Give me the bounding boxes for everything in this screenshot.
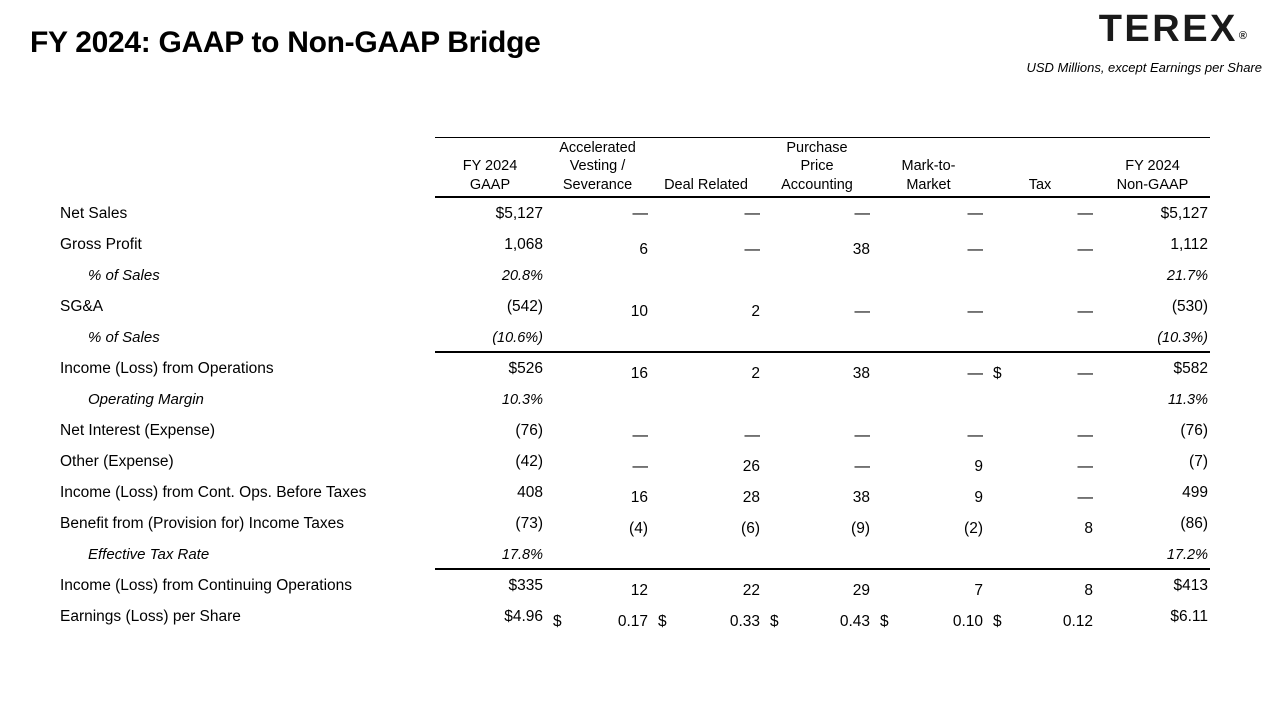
row-label: Effective Tax Rate	[88, 546, 210, 563]
data-cell	[1095, 298, 1210, 316]
column-header-fy2024-non-gaap: FY 2024 Non-GAAP	[1116, 158, 1189, 193]
cell-value: 17.8%	[501, 546, 543, 563]
cell-value: —	[967, 364, 983, 382]
cell-value: 17.2%	[1166, 546, 1208, 563]
cell-value: 0.12	[1062, 612, 1093, 630]
data-cell	[985, 241, 1095, 259]
column-header-accelerated-vesting-severance: Accelerated Vesting / Severance	[559, 139, 636, 193]
table-row	[60, 384, 1210, 415]
cell-value: 0.43	[839, 612, 870, 630]
cell-value: 10	[630, 302, 648, 320]
data-cell	[435, 236, 545, 254]
cell-value: —	[854, 302, 870, 320]
cell-value: $335	[508, 576, 543, 594]
cell-value: 9	[974, 488, 983, 506]
data-cell	[1095, 608, 1210, 626]
row-label: Earnings (Loss) per Share	[60, 607, 241, 625]
data-cell	[545, 613, 650, 631]
data-cell	[435, 547, 545, 563]
data-cell	[545, 520, 650, 538]
cell-value: —	[967, 302, 983, 320]
data-cell	[650, 489, 762, 507]
table-rule-top	[435, 137, 1210, 138]
cell-value: 0.10	[952, 612, 983, 630]
units-note: USD Millions, except Earnings per Share	[1026, 60, 1262, 75]
data-cell	[762, 582, 872, 600]
data-cell	[650, 427, 762, 445]
cell-value: 29	[852, 581, 870, 599]
data-cell	[985, 613, 1095, 631]
cell-value: 16	[630, 364, 648, 382]
data-cell	[985, 520, 1095, 538]
cell-value: 21.7%	[1166, 267, 1208, 284]
cell-value: 499	[1182, 483, 1208, 501]
data-cell	[435, 268, 545, 284]
cell-value: —	[1077, 488, 1093, 506]
data-cell	[650, 365, 762, 383]
cell-value: 8	[1084, 581, 1093, 599]
table-row	[60, 446, 1210, 477]
row-label: Net Sales	[60, 204, 128, 222]
cell-value: $582	[1173, 359, 1208, 377]
data-cell	[872, 241, 985, 259]
cell-value: (530)	[1171, 297, 1208, 315]
cell-value: (73)	[515, 514, 543, 532]
cell-value: 8	[1084, 519, 1093, 537]
data-cell	[435, 422, 545, 440]
data-cell	[1095, 484, 1210, 502]
cell-value: (10.6%)	[492, 329, 543, 346]
data-cell	[1095, 330, 1210, 346]
cell-value: 28	[742, 488, 760, 506]
currency-prefix: $	[553, 612, 562, 630]
data-cell	[650, 520, 762, 538]
data-cell	[435, 453, 545, 471]
cell-value: —	[1077, 302, 1093, 320]
data-cell	[435, 484, 545, 502]
page-title: FY 2024: GAAP to Non-GAAP Bridge	[30, 26, 541, 59]
cell-value: $4.96	[504, 607, 543, 625]
data-cell	[985, 458, 1095, 476]
cell-value: —	[854, 204, 870, 222]
data-cell	[1095, 392, 1210, 408]
currency-prefix: $	[658, 612, 667, 630]
row-label: Income (Loss) from Continuing Operations	[60, 576, 353, 594]
cell-value: 0.33	[729, 612, 760, 630]
cell-value: 20.8%	[501, 267, 543, 284]
data-cell	[762, 303, 872, 321]
cell-value: 0.17	[617, 612, 648, 630]
cell-value: —	[632, 457, 648, 475]
data-cell	[650, 241, 762, 259]
cell-value: —	[632, 204, 648, 222]
data-cell	[650, 205, 762, 223]
cell-value: —	[744, 204, 760, 222]
cell-value: $5,127	[1160, 204, 1208, 222]
brand-logo-block	[1099, 10, 1246, 57]
cell-value: 16	[630, 488, 648, 506]
cell-value: 10.3%	[501, 391, 543, 408]
cell-value: (10.3%)	[1157, 329, 1208, 346]
data-cell	[1095, 205, 1210, 223]
data-cell	[545, 241, 650, 259]
data-cell	[872, 205, 985, 223]
data-cell	[985, 205, 1095, 223]
column-header-tax: Tax	[1028, 176, 1052, 193]
cell-value: (9)	[851, 519, 870, 537]
cell-value: —	[1077, 426, 1093, 444]
cell-value: $5,127	[495, 204, 543, 222]
cell-value: (76)	[515, 421, 543, 439]
row-label: Net Interest (Expense)	[60, 421, 216, 439]
data-cell	[872, 489, 985, 507]
data-cell	[872, 365, 985, 383]
table-row	[60, 260, 1210, 291]
table-row	[60, 353, 1210, 384]
data-cell	[435, 577, 545, 595]
data-cell	[435, 298, 545, 316]
row-label: Other (Expense)	[60, 452, 174, 470]
data-cell	[545, 489, 650, 507]
data-cell	[435, 515, 545, 533]
cell-value: 11.3%	[1167, 391, 1208, 408]
currency-prefix: $	[770, 612, 779, 630]
data-cell	[762, 489, 872, 507]
terex-logo-text: TEREX	[1098, 8, 1238, 50]
cell-value: 38	[852, 488, 870, 506]
data-cell	[545, 582, 650, 600]
registered-trademark-icon: ®	[1238, 30, 1247, 42]
cell-value: (7)	[1189, 452, 1208, 470]
row-label: SG&A	[60, 297, 104, 315]
data-cell	[872, 303, 985, 321]
cell-value: (6)	[741, 519, 760, 537]
row-label: Income (Loss) from Cont. Ops. Before Taxes	[60, 483, 367, 501]
data-cell	[435, 608, 545, 626]
data-cell	[985, 489, 1095, 507]
cell-value: 1,112	[1170, 235, 1208, 253]
data-cell	[650, 458, 762, 476]
data-cell	[435, 360, 545, 378]
cell-value: 9	[974, 457, 983, 475]
column-header-deal-related: Deal Related	[664, 176, 748, 193]
data-cell	[650, 613, 762, 631]
data-cell	[762, 241, 872, 259]
data-cell	[435, 330, 545, 346]
cell-value: (76)	[1180, 421, 1208, 439]
data-cell	[872, 458, 985, 476]
table-body	[60, 198, 1210, 632]
cell-value: 22	[742, 581, 760, 599]
row-label: Income (Loss) from Operations	[60, 359, 274, 377]
data-cell	[650, 582, 762, 600]
data-cell	[545, 205, 650, 223]
data-cell	[762, 365, 872, 383]
data-cell	[435, 205, 545, 223]
row-label: Benefit from (Provision for) Income Taxes	[60, 514, 344, 532]
data-cell	[1095, 360, 1210, 378]
data-cell	[1095, 236, 1210, 254]
cell-value: —	[967, 204, 983, 222]
data-cell	[1095, 547, 1210, 563]
cell-value: —	[967, 240, 983, 258]
table-row	[60, 229, 1210, 260]
cell-value: —	[744, 240, 760, 258]
data-cell	[762, 520, 872, 538]
cell-value: 7	[974, 581, 983, 599]
cell-value: —	[854, 426, 870, 444]
data-cell	[762, 458, 872, 476]
table-row	[60, 322, 1210, 353]
cell-value: $413	[1173, 576, 1208, 594]
table-row	[60, 601, 1210, 632]
table-row	[60, 198, 1210, 229]
column-header-purchase-price-accounting: Purchase Price Accounting	[781, 139, 853, 193]
cell-value: 6	[639, 240, 648, 258]
data-cell	[872, 427, 985, 445]
data-cell	[545, 303, 650, 321]
cell-value: (4)	[629, 519, 648, 537]
bridge-table	[60, 137, 1210, 632]
row-label: Operating Margin	[88, 391, 204, 408]
cell-value: 12	[630, 581, 648, 599]
terex-logo	[1099, 10, 1246, 57]
data-cell	[762, 205, 872, 223]
data-cell	[545, 365, 650, 383]
data-cell	[762, 427, 872, 445]
data-cell	[985, 365, 1095, 383]
cell-value: (86)	[1180, 514, 1208, 532]
data-cell	[985, 427, 1095, 445]
cell-value: —	[744, 426, 760, 444]
data-cell	[545, 458, 650, 476]
row-label: % of Sales	[88, 329, 160, 346]
table-row	[60, 415, 1210, 446]
cell-value: 1,068	[504, 235, 543, 253]
data-cell	[985, 303, 1095, 321]
column-header-fy2024-gaap: FY 2024 GAAP	[462, 158, 518, 193]
currency-prefix: $	[993, 364, 1002, 382]
cell-value: —	[632, 426, 648, 444]
data-cell	[762, 613, 872, 631]
data-cell	[1095, 453, 1210, 471]
row-label: Gross Profit	[60, 235, 142, 253]
cell-value: $526	[508, 359, 543, 377]
data-cell	[1095, 422, 1210, 440]
data-cell	[1095, 577, 1210, 595]
cell-value: —	[1077, 204, 1093, 222]
row-label: % of Sales	[88, 267, 160, 284]
data-cell	[545, 427, 650, 445]
table-row	[60, 539, 1210, 570]
table-row	[60, 570, 1210, 601]
data-cell	[650, 303, 762, 321]
cell-value: 38	[852, 364, 870, 382]
table-header	[60, 137, 1210, 198]
table-row	[60, 508, 1210, 539]
data-cell	[872, 520, 985, 538]
data-cell	[1095, 268, 1210, 284]
cell-value: —	[1077, 457, 1093, 475]
data-cell	[872, 582, 985, 600]
cell-value: 2	[751, 364, 760, 382]
table-row	[60, 477, 1210, 508]
cell-value: (2)	[964, 519, 983, 537]
currency-prefix: $	[993, 612, 1002, 630]
cell-value: (542)	[506, 297, 543, 315]
cell-value: 38	[852, 240, 870, 258]
column-header-mark-to-market: Mark-to- Market	[901, 158, 956, 193]
cell-value: (42)	[515, 452, 543, 470]
data-cell	[435, 392, 545, 408]
cell-value: —	[1077, 364, 1093, 382]
data-cell	[1095, 515, 1210, 533]
cell-value: 2	[751, 302, 760, 320]
table-row	[60, 291, 1210, 322]
currency-prefix: $	[880, 612, 889, 630]
cell-value: —	[1077, 240, 1093, 258]
cell-value: —	[854, 457, 870, 475]
cell-value: 26	[742, 457, 760, 475]
data-cell	[872, 613, 985, 631]
data-cell	[985, 582, 1095, 600]
cell-value: 408	[517, 483, 543, 501]
cell-value: $6.11	[1170, 607, 1208, 625]
cell-value: —	[967, 426, 983, 444]
